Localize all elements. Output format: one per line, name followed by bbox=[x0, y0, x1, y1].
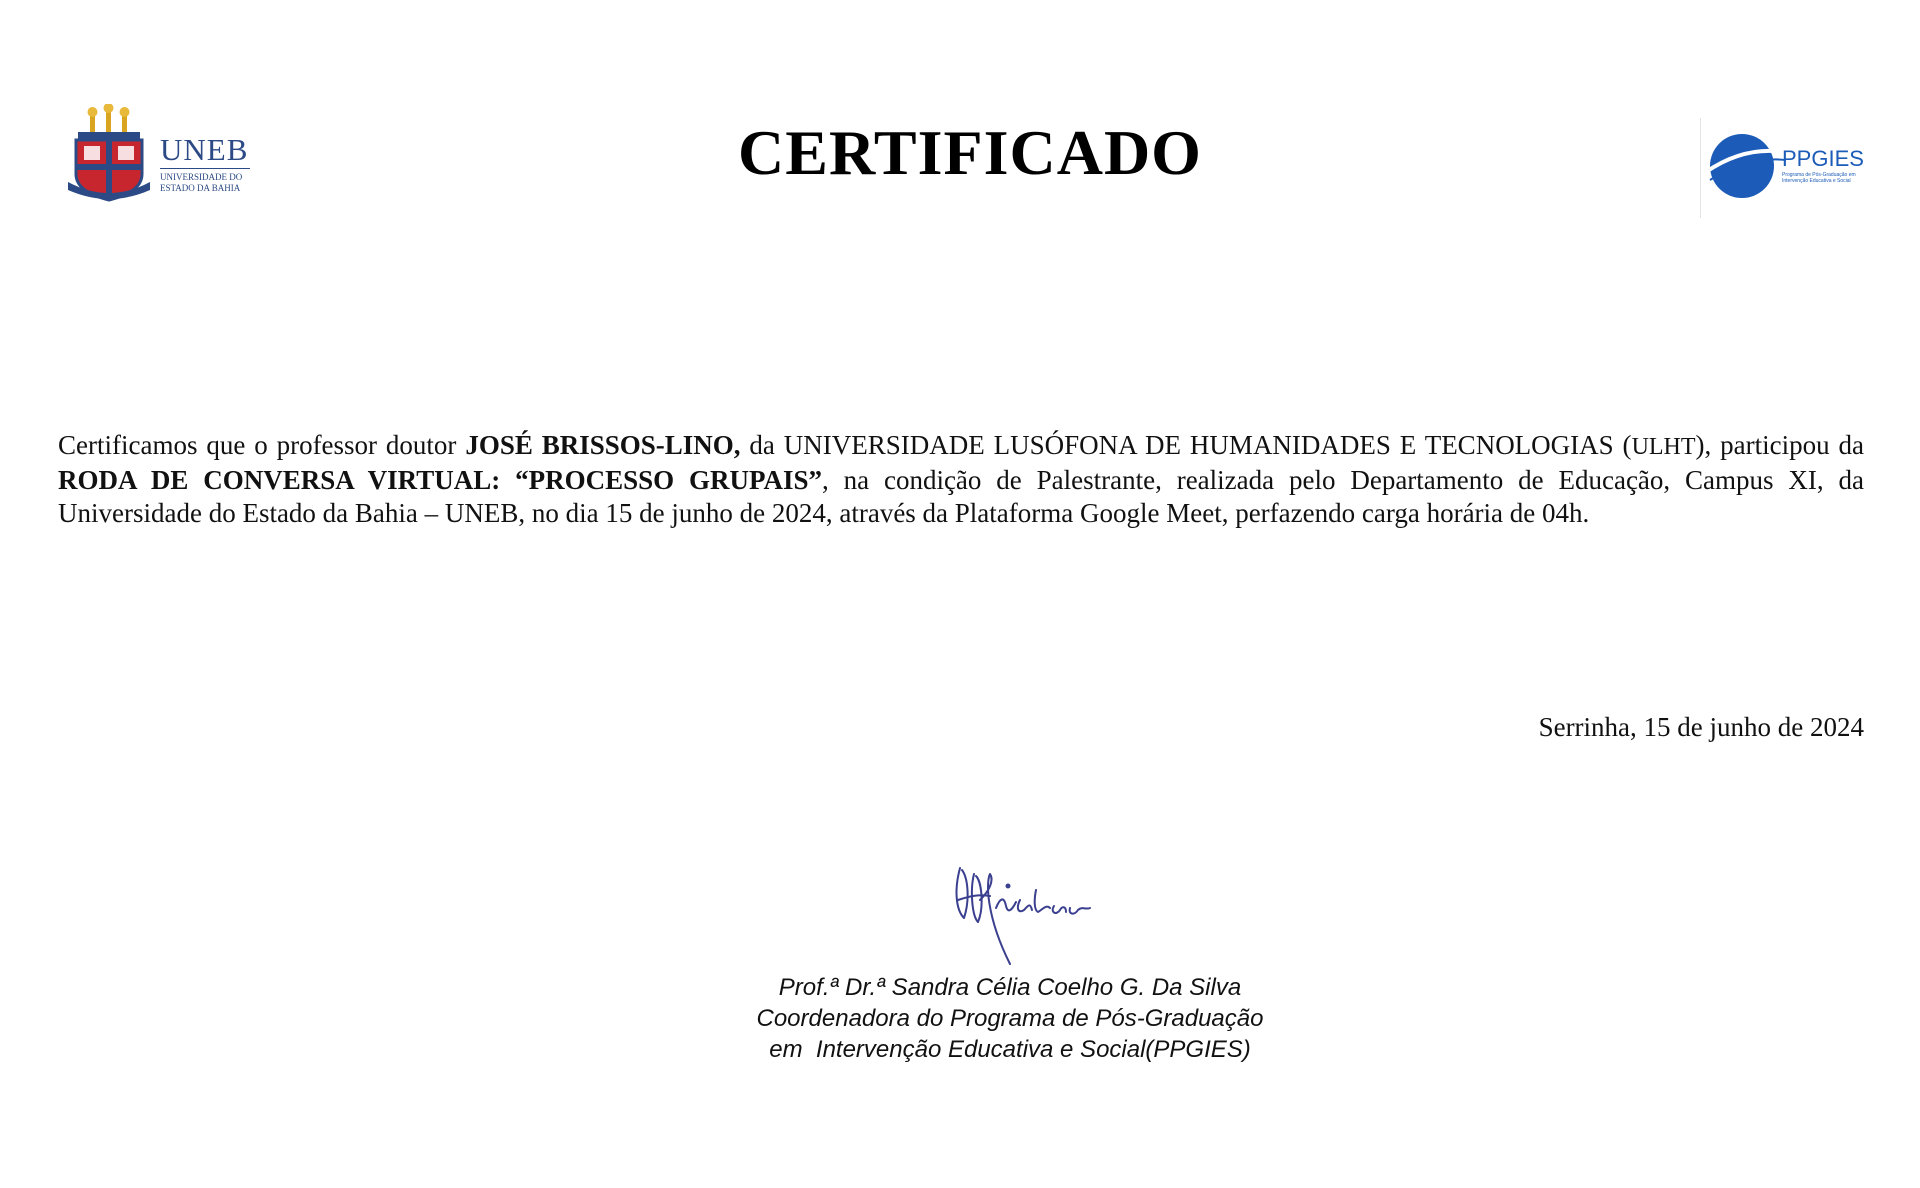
event-name: RODA DE CONVERSA VIRTUAL: “PROCESSO GRUPAIS” bbox=[58, 465, 822, 495]
ppgies-globe-icon bbox=[1704, 126, 1788, 210]
ppgies-logo-name: PPGIES bbox=[1782, 146, 1864, 171]
uneb-logo-subtitle-line1: UNIVERSIDADE DO bbox=[160, 172, 243, 182]
uneb-logo-subtitle-line2: ESTADO DA BAHIA bbox=[160, 183, 241, 193]
statement-participation: ), participou da bbox=[1695, 430, 1864, 460]
ppgies-logo bbox=[1700, 114, 1880, 218]
signatory-role-line2: em Intervenção Educativa e Social(PPGIES) bbox=[769, 1036, 1251, 1063]
certificate-statement bbox=[58, 429, 1864, 530]
signatory-role-line1: Coordenadora do Programa de Pós-Graduação bbox=[756, 1005, 1264, 1032]
statement-institution: da UNIVERSIDADE LUSÓFONA DE HUMANIDADES E TECNOLOGIAS ( bbox=[740, 430, 1632, 460]
place-date: Serrinha, 15 de junho de 2024 bbox=[1538, 712, 1864, 742]
signatory-name: Prof.ª Dr.ª Sandra Célia Coelho G. Da Silva bbox=[778, 974, 1242, 1001]
ppgies-logo-divider bbox=[1700, 118, 1701, 218]
uneb-logo-name: UNEB bbox=[160, 132, 249, 167]
ppgies-logo-subtitle: Programa de Pós-Graduação em Intervenção Educativa e Social bbox=[1782, 172, 1856, 184]
institution-acronym: ULHT bbox=[1631, 434, 1696, 460]
handwritten-signature bbox=[950, 860, 1100, 966]
signatory-block bbox=[600, 972, 1420, 1065]
statement-details: , na condição de Palestrante, realizada pelo Departamento de Educação, Campus XI, da Universidade do Estado da Bahia – UNEB, no dia 15 de junho de 2024, através da Plataforma Google Meet, perfazendo carga horária de 04h. bbox=[58, 465, 1864, 528]
statement-intro: Certificamos que o professor doutor bbox=[58, 430, 466, 460]
recipient-name: JOSÉ BRISSOS-LINO, bbox=[465, 430, 741, 460]
document-title: CERTIFICADO bbox=[738, 117, 1202, 188]
